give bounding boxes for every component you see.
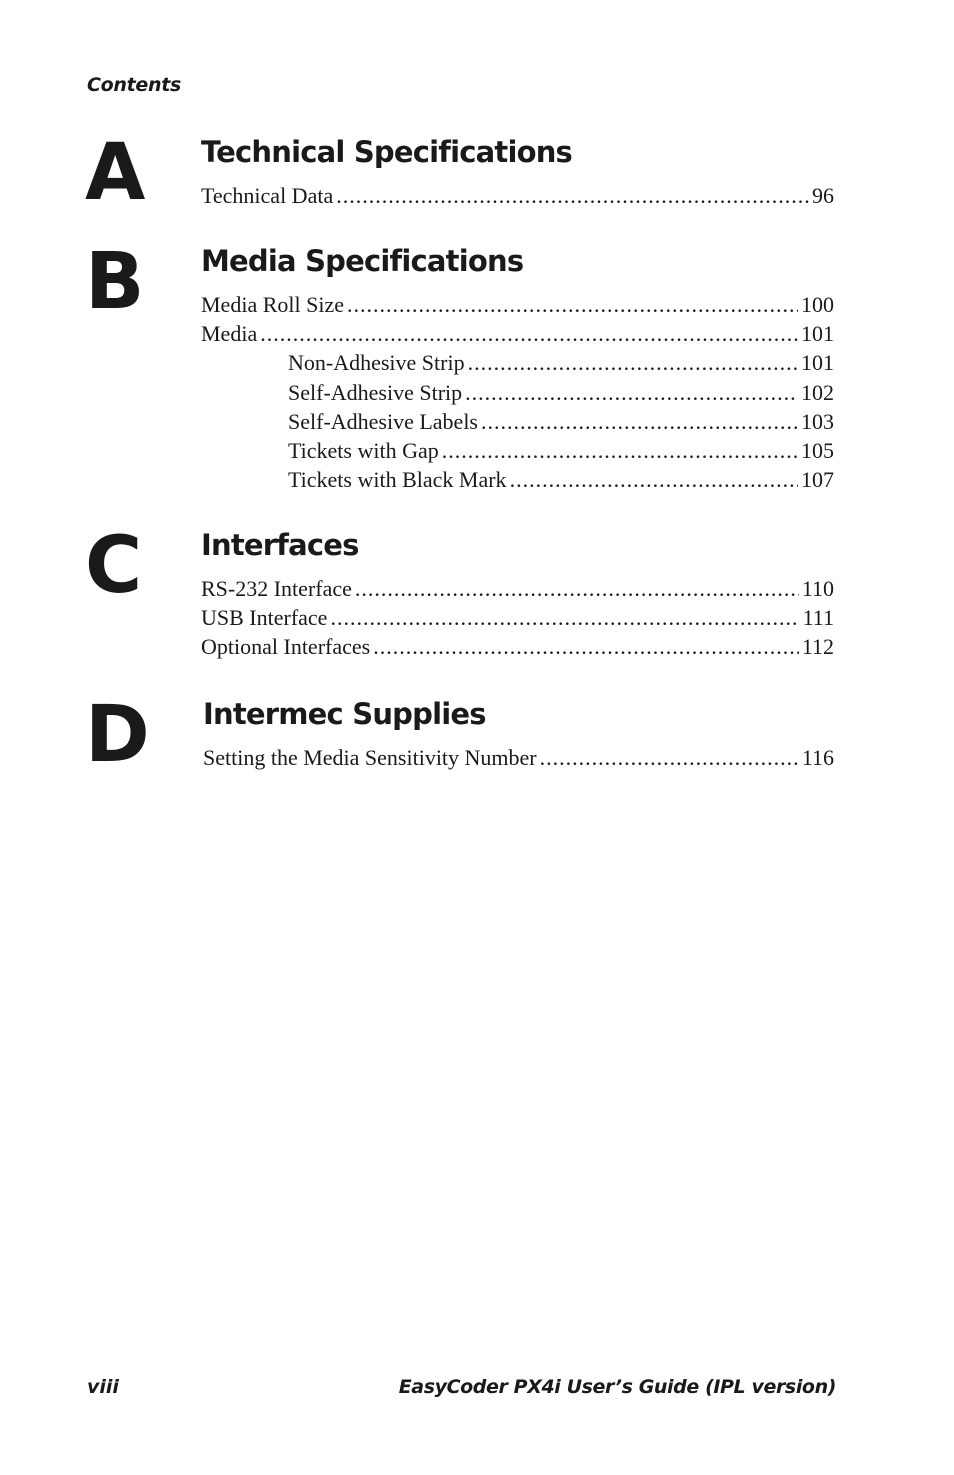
appendix-letter: D	[85, 690, 148, 780]
appendix-title: Technical Specifications	[201, 135, 573, 169]
toc-entry-label: Self-Adhesive Labels	[288, 408, 478, 434]
dot-leader	[336, 181, 809, 210]
toc-entry[interactable]	[201, 181, 834, 210]
toc-entry-page: 96	[812, 183, 834, 208]
toc-entry-label: RS-232 Interface	[201, 576, 352, 601]
appendix-title: Interfaces	[201, 528, 359, 562]
dot-leader	[468, 348, 798, 377]
dot-leader	[442, 436, 798, 465]
toc-entry-page: 105	[801, 437, 834, 463]
dot-leader	[373, 632, 799, 661]
toc-subentry[interactable]	[201, 465, 834, 494]
toc-entry-label: Optional Interfaces	[201, 634, 371, 660]
toc-entry[interactable]	[201, 290, 834, 319]
footer-book-title: EasyCoder PX4i User’s Guide (IPL version)	[398, 1376, 836, 1398]
toc-entry-page: 103	[801, 408, 834, 434]
toc-entry-page: 100	[801, 292, 834, 317]
toc-subentry[interactable]	[201, 378, 834, 407]
toc-entry-page: 107	[801, 467, 834, 493]
dot-leader	[510, 465, 798, 494]
toc-entry-page: 102	[801, 379, 834, 405]
footer-page-number: viii	[87, 1376, 119, 1398]
toc-entry-page: 101	[801, 350, 834, 376]
toc-entry-page: 111	[802, 605, 834, 631]
toc-entry[interactable]	[203, 743, 834, 772]
appendix-title: Media Specifications	[201, 244, 524, 278]
toc-entry-label: Self-Adhesive Strip	[288, 379, 463, 405]
toc-entry-list	[203, 743, 834, 772]
dot-leader	[540, 743, 799, 772]
running-head: Contents	[87, 74, 182, 96]
dot-leader	[465, 378, 798, 407]
dot-leader	[260, 319, 798, 348]
toc-entry-list	[201, 181, 834, 210]
toc-entry[interactable]	[201, 574, 834, 603]
toc-entry-list	[201, 574, 834, 662]
toc-entry-label: Tickets with Gap	[288, 437, 439, 463]
toc-entry-label: Media	[201, 321, 258, 347]
toc-entry-label: Non-Adhesive Strip	[288, 350, 465, 376]
toc-entry-label: Technical Data	[201, 183, 334, 208]
dot-leader	[330, 603, 799, 632]
toc-entry-label: Tickets with Black Mark	[288, 467, 507, 493]
toc-entry-label: USB Interface	[201, 605, 328, 631]
dot-leader	[481, 407, 798, 436]
toc-entry-page: 116	[801, 745, 834, 770]
appendix-title: Intermec Supplies	[203, 697, 486, 731]
appendix-letter: C	[85, 521, 141, 611]
appendix-letter: B	[85, 237, 143, 327]
toc-entry-page: 112	[801, 634, 834, 660]
dot-leader	[355, 574, 799, 603]
appendix-letter: A	[85, 128, 144, 218]
toc-subentry[interactable]	[201, 407, 834, 436]
toc-entry-page: 110	[801, 576, 834, 601]
toc-entry-label: Setting the Media Sensitivity Number	[203, 745, 537, 770]
toc-entry[interactable]	[201, 603, 834, 632]
toc-entry-label: Media Roll Size	[201, 292, 344, 317]
toc-entry[interactable]	[201, 319, 834, 348]
toc-entry-list	[201, 290, 834, 494]
toc-subentry[interactable]	[201, 348, 834, 377]
toc-subentry[interactable]	[201, 436, 834, 465]
dot-leader	[347, 290, 798, 319]
toc-entry[interactable]	[201, 632, 834, 661]
toc-entry-page: 101	[801, 321, 834, 347]
